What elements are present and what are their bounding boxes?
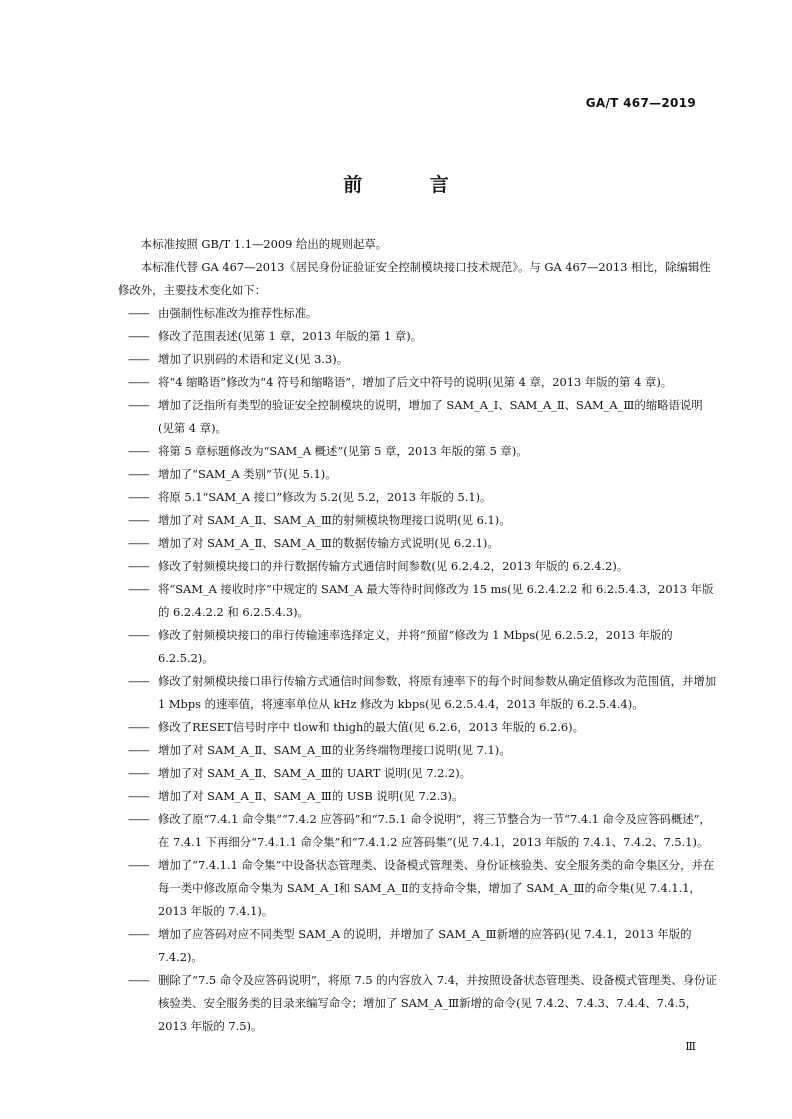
list-item-text: 将“4 缩略语”修改为“4 符号和缩略语”，增加了后文中符号的说明(见第 4 章，2013 年版的第 4 章)。 xyxy=(158,375,673,389)
list-item xyxy=(118,969,718,1038)
list-item-text: 增加了泛指所有类型的验证安全控制模块的说明，增加了 SAM_A_Ⅰ、SAM_A_Ⅱ、SAM_A_Ⅲ的缩略语说明(见第 4 章)。 xyxy=(158,398,703,435)
dash-marker: —— xyxy=(128,536,149,550)
dash-marker: —— xyxy=(128,375,149,389)
dash-marker: —— xyxy=(128,766,149,780)
dash-marker: —— xyxy=(128,329,149,343)
list-item xyxy=(118,532,718,555)
list-item-text: 增加了对 SAM_A_Ⅱ、SAM_A_Ⅲ的数据传输方式说明(见 6.2.1)。 xyxy=(158,536,499,550)
dash-marker: —— xyxy=(128,973,149,987)
list-item-text: 增加了对 SAM_A_Ⅱ、SAM_A_Ⅲ的 UART 说明(见 7.2.2)。 xyxy=(158,766,472,780)
dash-marker: —— xyxy=(128,720,149,734)
list-item-text: 修改了RESET信号时序中 tlow和 thigh的最大值(见 6.2.6，2013 年版的 6.2.6)。 xyxy=(158,720,584,734)
list-item xyxy=(118,785,718,808)
list-item xyxy=(118,578,718,624)
dash-marker: —— xyxy=(128,812,149,826)
dash-marker: —— xyxy=(128,628,149,642)
list-item xyxy=(118,555,718,578)
list-item xyxy=(118,739,718,762)
list-item-text: 将第 5 章标题修改为“SAM_A 概述”(见第 5 章，2013 年版的第 5 章)。 xyxy=(158,444,528,458)
list-item xyxy=(118,463,718,486)
dash-marker: —— xyxy=(128,743,149,757)
list-item xyxy=(118,923,718,969)
dash-marker: —— xyxy=(128,582,149,596)
dash-marker: —— xyxy=(128,513,149,527)
list-item xyxy=(118,854,718,923)
list-item-text: 修改了范围表述(见第 1 章，2013 年版的第 1 章)。 xyxy=(158,329,423,343)
list-item xyxy=(118,716,718,739)
list-item xyxy=(118,486,718,509)
paragraph-replacement: 本标准代替 GA 467—2013《居民身份证验证安全控制模块接口技术规范》。与 GA 467—2013 相比，除编辑性修改外，主要技术变化如下： xyxy=(118,260,711,297)
list-item xyxy=(118,302,718,325)
list-item xyxy=(118,624,718,670)
paragraph-drafting-rules: 本标准按照 GB/T 1.1—2009 给出的规则起草。 xyxy=(140,237,388,251)
dash-marker: —— xyxy=(128,789,149,803)
list-item xyxy=(118,670,718,716)
dash-marker: —— xyxy=(128,398,149,412)
dash-marker: —— xyxy=(128,490,149,504)
dash-marker: —— xyxy=(128,352,149,366)
list-item-text: 将“SAM_A 接收时序”中规定的 SAM_A 最大等待时间修改为 15 ms(见 6.2.4.2.2 和 6.2.5.4.3，2013 年版的 6.2.4.2.2 和 6.2.5.4.3)。 xyxy=(158,582,714,619)
list-item xyxy=(118,325,718,348)
page-title: 前 言 xyxy=(343,174,480,196)
list-item-text: 增加了对 SAM_A_Ⅱ、SAM_A_Ⅲ的 USB 说明(见 7.2.3)。 xyxy=(158,789,464,803)
list-item xyxy=(118,509,718,532)
list-item xyxy=(118,440,718,463)
list-item xyxy=(118,394,718,440)
dash-marker: —— xyxy=(128,467,149,481)
dash-marker: —— xyxy=(128,559,149,573)
list-item xyxy=(118,348,718,371)
list-item-text: 增加了应答码对应不同类型 SAM_A 的说明，并增加了 SAM_A_Ⅲ新增的应答码(见 7.4.1，2013 年版的 7.4.2)。 xyxy=(158,927,692,964)
list-item-text: 修改了射频模块接口的并行数据传输方式通信时间参数(见 6.2.4.2，2013 年版的 6.2.4.2)。 xyxy=(158,559,629,573)
list-item-text: 增加了对 SAM_A_Ⅱ、SAM_A_Ⅲ的射频模块物理接口说明(见 6.1)。 xyxy=(158,513,511,527)
list-item-text: 修改了射频模块接口串行传输方式通信时间参数，将原有速率下的每个时间参数从确定值修改为范围值，并增加 1 Mbps 的速率值，将速率单位从 kHz 修改为 kbps(见 6.2.5.4.4，2013 年版的 6.2.5.4.4)。 xyxy=(158,674,717,711)
dash-marker: —— xyxy=(128,927,149,941)
standard-number: GA/T 467—2019 xyxy=(585,96,696,110)
preface-body xyxy=(118,233,718,1038)
list-item-text: 增加了“7.4.1.1 命令集”中设备状态管理类、设备模式管理类、身份证核验类、安全服务类的命令集区分，并在每一类中修改原命令集为 SAM_A_Ⅰ和 SAM_A_Ⅱ的支持命令集，增加了 SAM_A_Ⅲ的命令集(见 7.4.1.1，2013 年版的 7.4.1)。 xyxy=(158,858,715,918)
dash-marker: —— xyxy=(128,444,149,458)
list-item-text: 增加了对 SAM_A_Ⅱ、SAM_A_Ⅲ的业务终端物理接口说明(见 7.1)。 xyxy=(158,743,511,757)
list-item xyxy=(118,371,718,394)
list-item xyxy=(118,762,718,785)
dash-marker: —— xyxy=(128,306,149,320)
dash-marker: —— xyxy=(128,674,149,688)
page-number: Ⅲ xyxy=(685,1040,696,1053)
list-item-text: 增加了识别码的术语和定义(见 3.3)。 xyxy=(158,352,349,366)
list-item xyxy=(118,808,718,854)
list-item-text: 修改了原“7.4.1 命令集”“7.4.2 应答码”和“7.5.1 命令说明”，将三节整合为一节“7.4.1 命令及应答码概述”，在 7.4.1 下再细分“7.4.1.1 命令集”和“7.4.1.2 应答码集”(见 7.4.1，2013 年版的 7.4.1、7.4.2、7.5.1)。 xyxy=(158,812,711,849)
list-item-text: 增加了“SAM_A 类别”节(见 5.1)。 xyxy=(158,467,337,481)
list-item-text: 将原 5.1“SAM_A 接口”修改为 5.2(见 5.2，2013 年版的 5.1)。 xyxy=(158,490,492,504)
list-item-text: 由强制性标准改为推荐性标准。 xyxy=(158,306,318,320)
list-item-text: 删除了“7.5 命令及应答码说明”，将原 7.5 的内容放入 7.4，并按照设备状态管理类、设备模式管理类、身份证核验类、安全服务类的目录来编写命令；增加了 SAM_A_Ⅲ新增的命令(见 7.4.2、7.4.3、7.4.4、7.4.5，2013 年版的 7.5)。 xyxy=(158,973,717,1033)
dash-marker: —— xyxy=(128,858,149,872)
list-item-text: 修改了射频模块接口的串行传输速率选择定义，并将“预留”修改为 1 Mbps(见 6.2.5.2，2013 年版的 6.2.5.2)。 xyxy=(158,628,673,665)
